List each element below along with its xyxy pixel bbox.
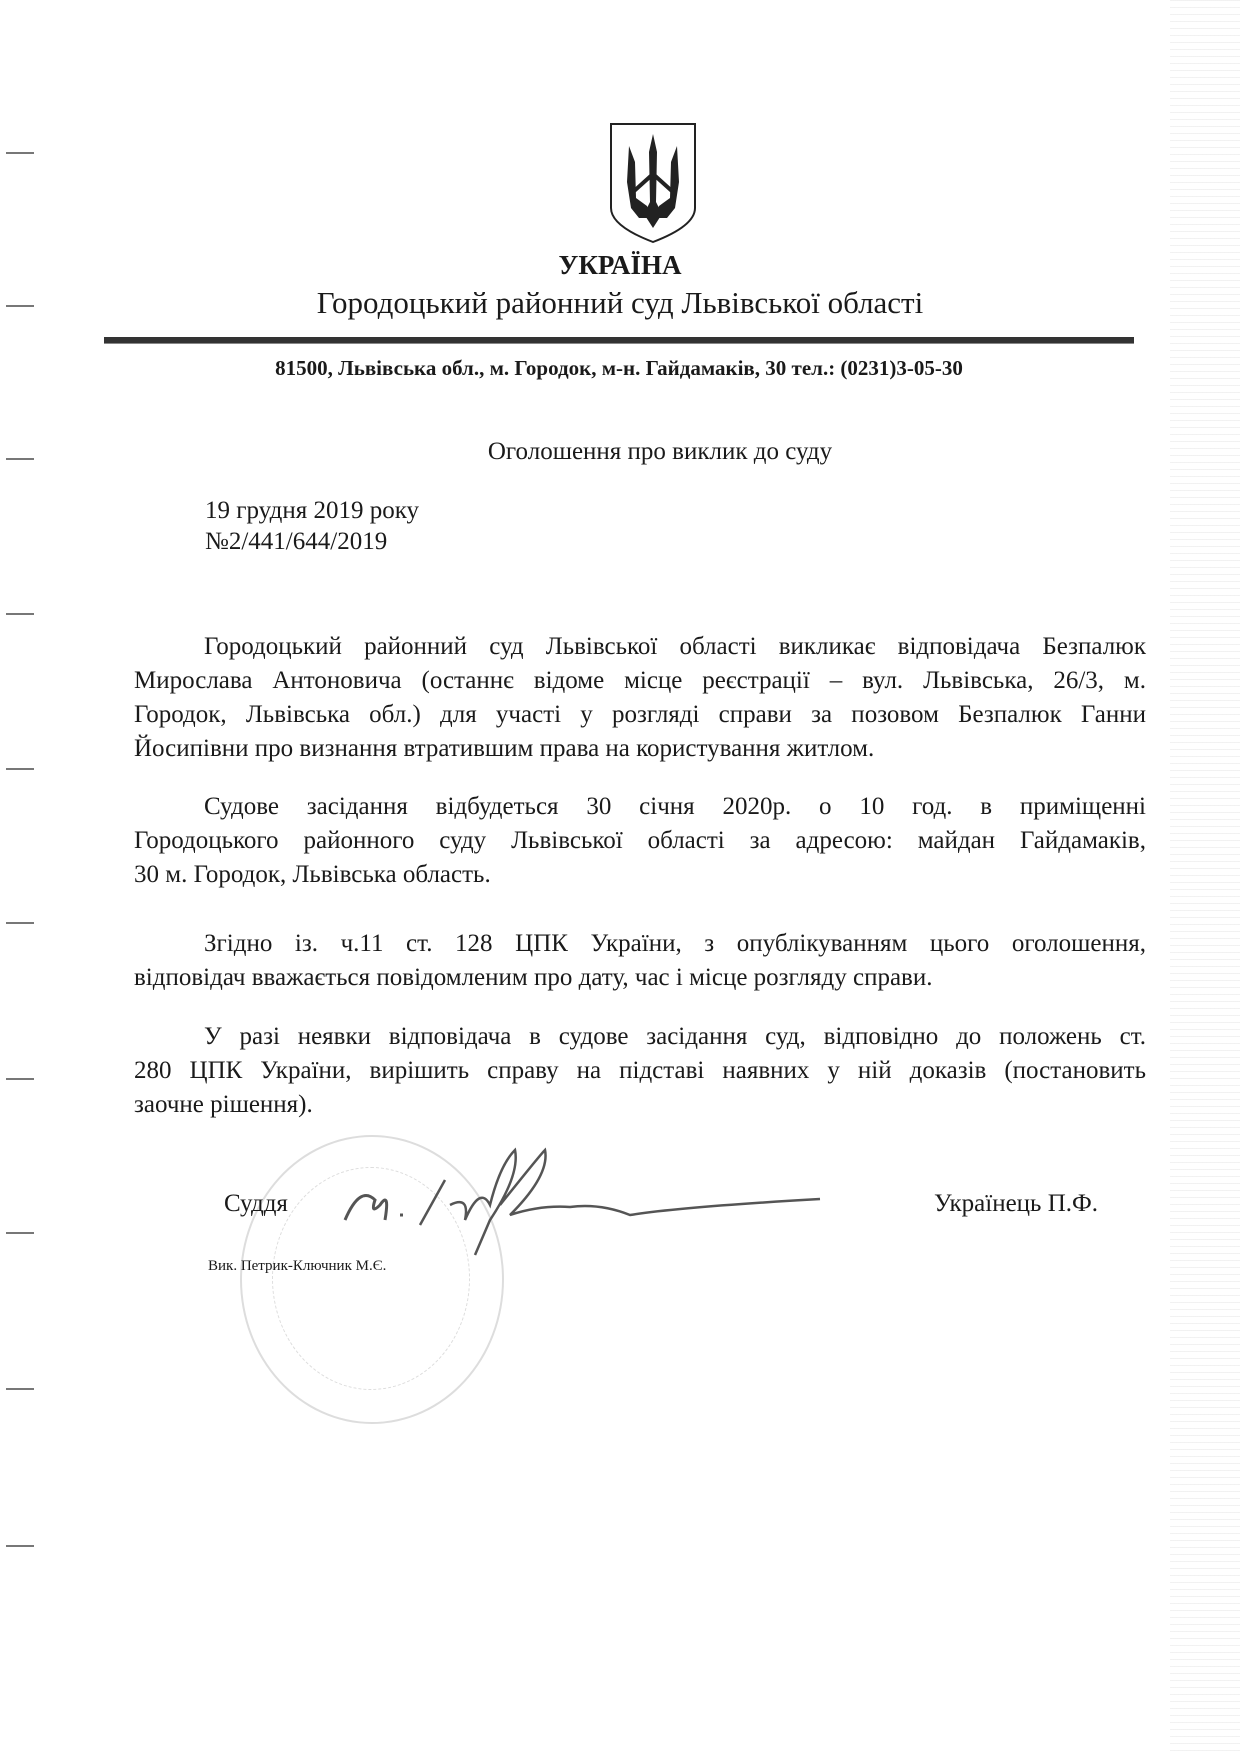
paragraph-summons	[134, 630, 1146, 766]
case-number: №2/441/644/2019	[205, 528, 388, 555]
paragraph-hearing	[134, 790, 1146, 892]
margin-mark	[6, 1078, 34, 1080]
margin-mark	[6, 613, 34, 615]
text-line: Судове засідання відбудеться 30 січня 2020р. о 10 год. в приміщенні	[204, 793, 1146, 820]
coat-of-arms-trident-icon	[609, 122, 697, 244]
text-line: 30 м. Городок, Львівська область.	[134, 861, 491, 888]
signature-role: Суддя	[224, 1190, 288, 1217]
margin-mark	[6, 1232, 34, 1234]
document-date: 19 грудня 2019 року	[205, 497, 419, 524]
court-name: Городоцький районний суд Львівської області	[316, 285, 924, 320]
court-address: 81500, Львівська обл., м. Городок, м-н. Гайдамаків, 30 тел.: (0231)3-05-30	[275, 356, 963, 380]
text-line: У разі неявки відповідача в судове засідання суд, відповідно до положень ст.	[204, 1023, 1146, 1050]
text-line: Городок, Львівська обл.) для участі у розгляді справи за позовом Безпалюк Ганни	[134, 701, 1146, 728]
margin-mark	[6, 922, 34, 924]
text-line: Згідно із. ч.11 ст. 128 ЦПК України, з опублікуванням цього оголошення,	[204, 930, 1146, 957]
paragraph-notice	[134, 927, 1146, 995]
text-line: відповідач вважається повідомленим про дату, час і місце розгляду справи.	[134, 964, 933, 991]
text-line: Городоцький районний суд Львівської області викликає відповідача Безпалюк	[204, 633, 1146, 660]
margin-mark	[6, 1545, 34, 1547]
margin-mark	[6, 768, 34, 770]
judge-name: Українець П.Ф.	[934, 1190, 1099, 1217]
handwritten-signature	[340, 1145, 830, 1275]
header-divider	[104, 337, 1134, 344]
margin-mark	[6, 152, 34, 154]
paragraph-default-judgment	[134, 1020, 1146, 1122]
text-line: Мирослава Антоновича (останнє відоме місце реєстрації – вул. Львівська, 26/3, м.	[134, 667, 1146, 694]
text-line: заочне рішення).	[134, 1091, 313, 1118]
text-line: Йосипівни про визнання втратившим права на користування житлом.	[134, 735, 875, 762]
executor-name: Вик. Петрик-Ключник М.Є.	[208, 1258, 387, 1274]
country-heading: УКРАЇНА	[558, 250, 682, 280]
margin-mark	[6, 1388, 34, 1390]
document-title: Оголошення про виклик до суду	[487, 438, 833, 465]
text-line: Городоцького районного суду Львівської області за адресою: майдан Гайдамаків,	[134, 827, 1146, 854]
text-line: 280 ЦПК України, вирішить справу на підставі наявних у ній доказів (постановить	[134, 1057, 1146, 1084]
